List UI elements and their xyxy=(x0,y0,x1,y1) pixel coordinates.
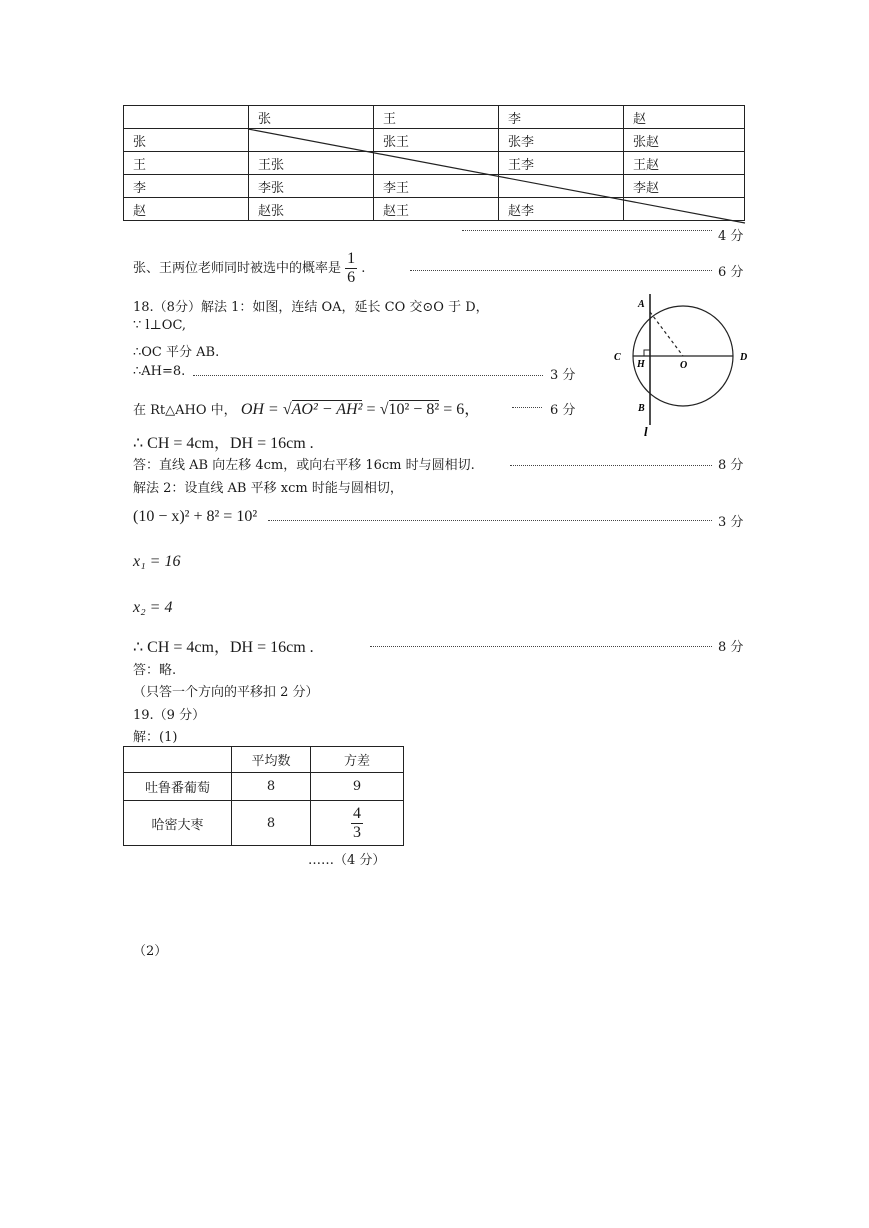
label-h: H xyxy=(637,359,645,370)
x2-solution: x₂ = 4 xyxy=(133,599,173,616)
radical-2: √10² − 8² xyxy=(379,401,440,418)
table-row xyxy=(124,801,404,846)
table-cell: 李 xyxy=(499,106,624,129)
radius-oa xyxy=(650,312,683,356)
equals: = xyxy=(366,401,376,418)
stats-table xyxy=(123,746,404,846)
label-a: A xyxy=(638,299,645,310)
fraction-denominator: 6 xyxy=(347,269,356,286)
q18-line3: ∴OC 平分 AB. xyxy=(133,345,220,360)
fraction-numerator: 1 xyxy=(347,250,356,267)
label-d: D xyxy=(740,352,748,363)
table-cell xyxy=(311,801,404,846)
table-cell: 赵张 xyxy=(249,198,374,221)
circle-figure xyxy=(608,290,758,440)
label-l: l xyxy=(644,424,648,439)
q18-equation: (10 − x)² + 8² = 10² xyxy=(133,508,258,525)
dot-leader xyxy=(193,375,543,376)
table-cell: 王张 xyxy=(249,152,374,175)
period: . xyxy=(361,261,366,276)
table-cell: 张王 xyxy=(374,129,499,152)
dot-leader xyxy=(268,520,712,521)
fraction xyxy=(345,250,357,287)
table-cell: 张 xyxy=(124,129,249,152)
q18-line6: ∴ CH = 4cm，DH = 16cm . xyxy=(133,435,314,452)
radical-1: √AO² − AH² xyxy=(282,401,363,418)
table-cell: 赵 xyxy=(124,198,249,221)
label-b: B xyxy=(638,403,645,414)
q19-score: ……（4 分） xyxy=(308,853,386,868)
table-cell xyxy=(124,747,232,773)
table-row xyxy=(124,747,404,773)
score-label: 6 分 xyxy=(550,403,576,418)
score-label: 3 分 xyxy=(550,368,576,383)
rt-triangle-text: 在 Rt△AHO 中， xyxy=(133,403,237,418)
table-cell: 8 xyxy=(232,801,311,846)
table-cell: 李赵 xyxy=(624,175,745,198)
table-cell: 王赵 xyxy=(624,152,745,175)
result: = 6， xyxy=(443,401,481,418)
score-label: 8 分 xyxy=(718,640,744,655)
table-cell: 李王 xyxy=(374,175,499,198)
table-cell: 王 xyxy=(124,152,249,175)
table-cell: 王李 xyxy=(499,152,624,175)
q18-line2: ∵ l⊥OC, xyxy=(133,318,187,333)
table-cell: 赵王 xyxy=(374,198,499,221)
q19-title: 19.（9 分） xyxy=(133,708,206,723)
q19-part2: （2） xyxy=(133,944,168,959)
probability-text: 张、王两位老师同时被选中的概率是 xyxy=(133,261,342,276)
table-cell: 王 xyxy=(374,106,499,129)
q18-note: （只答一个方向的平移扣 2 分） xyxy=(133,685,319,700)
x1-solution: x₁ = 16 xyxy=(133,553,181,570)
dot-leader xyxy=(370,646,712,647)
radicand-2: 10² − 8² xyxy=(388,401,440,418)
q18-answer: 答：直线 AB 向左移 4cm，或向右平移 16cm 时与圆相切. xyxy=(133,458,475,473)
table-cell: 平均数 xyxy=(232,747,311,773)
dot-leader xyxy=(512,407,542,408)
q18-line4: ∴AH=8. xyxy=(133,364,186,379)
label-o: O xyxy=(680,360,688,371)
q18-line5 xyxy=(133,396,480,419)
right-angle-mark xyxy=(644,350,650,356)
table-cell: 张赵 xyxy=(624,129,745,152)
q18-answer2: 答：略. xyxy=(133,663,177,678)
table-cell: 吐鲁番葡萄 xyxy=(124,773,232,801)
dot-leader xyxy=(510,465,712,466)
fraction-denominator: 3 xyxy=(353,823,361,841)
q19-solution: 解：(1) xyxy=(133,730,178,745)
probability-line xyxy=(133,250,365,287)
dot-leader xyxy=(462,230,712,231)
oh-lhs: OH = xyxy=(240,401,279,418)
score-label: 6 分 xyxy=(718,265,744,280)
q18-line7: ∴ CH = 4cm，DH = 16cm . xyxy=(133,639,314,656)
table-cell: 张李 xyxy=(499,129,624,152)
diagonal-line xyxy=(0,0,869,240)
table-cell: 赵 xyxy=(624,106,745,129)
table-cell: 李 xyxy=(124,175,249,198)
table-cell: 哈密大枣 xyxy=(124,801,232,846)
score-label: 8 分 xyxy=(718,458,744,473)
label-c: C xyxy=(614,352,621,363)
table-cell: 8 xyxy=(232,773,311,801)
q18-intro: 18.（8分）解法 1：如图，连结 OA，延长 CO 交⊙O 于 D， xyxy=(133,300,489,315)
radicand-1: AO² − AH² xyxy=(291,401,363,418)
table-cell: 方差 xyxy=(311,747,404,773)
table-cell: 李张 xyxy=(249,175,374,198)
table-cell: 9 xyxy=(311,773,404,801)
table-row xyxy=(124,773,404,801)
table-cell: 张 xyxy=(249,106,374,129)
table-cell: 赵李 xyxy=(499,198,624,221)
stats-table-wrap xyxy=(123,746,404,846)
score-label: 4 分 xyxy=(718,229,744,244)
q18-method2: 解法 2：设直线 AB 平移 xcm 时能与圆相切， xyxy=(133,481,403,496)
fraction-numerator: 4 xyxy=(353,804,361,822)
score-label: 3 分 xyxy=(718,515,744,530)
fraction xyxy=(351,805,363,842)
dot-leader xyxy=(410,270,712,271)
